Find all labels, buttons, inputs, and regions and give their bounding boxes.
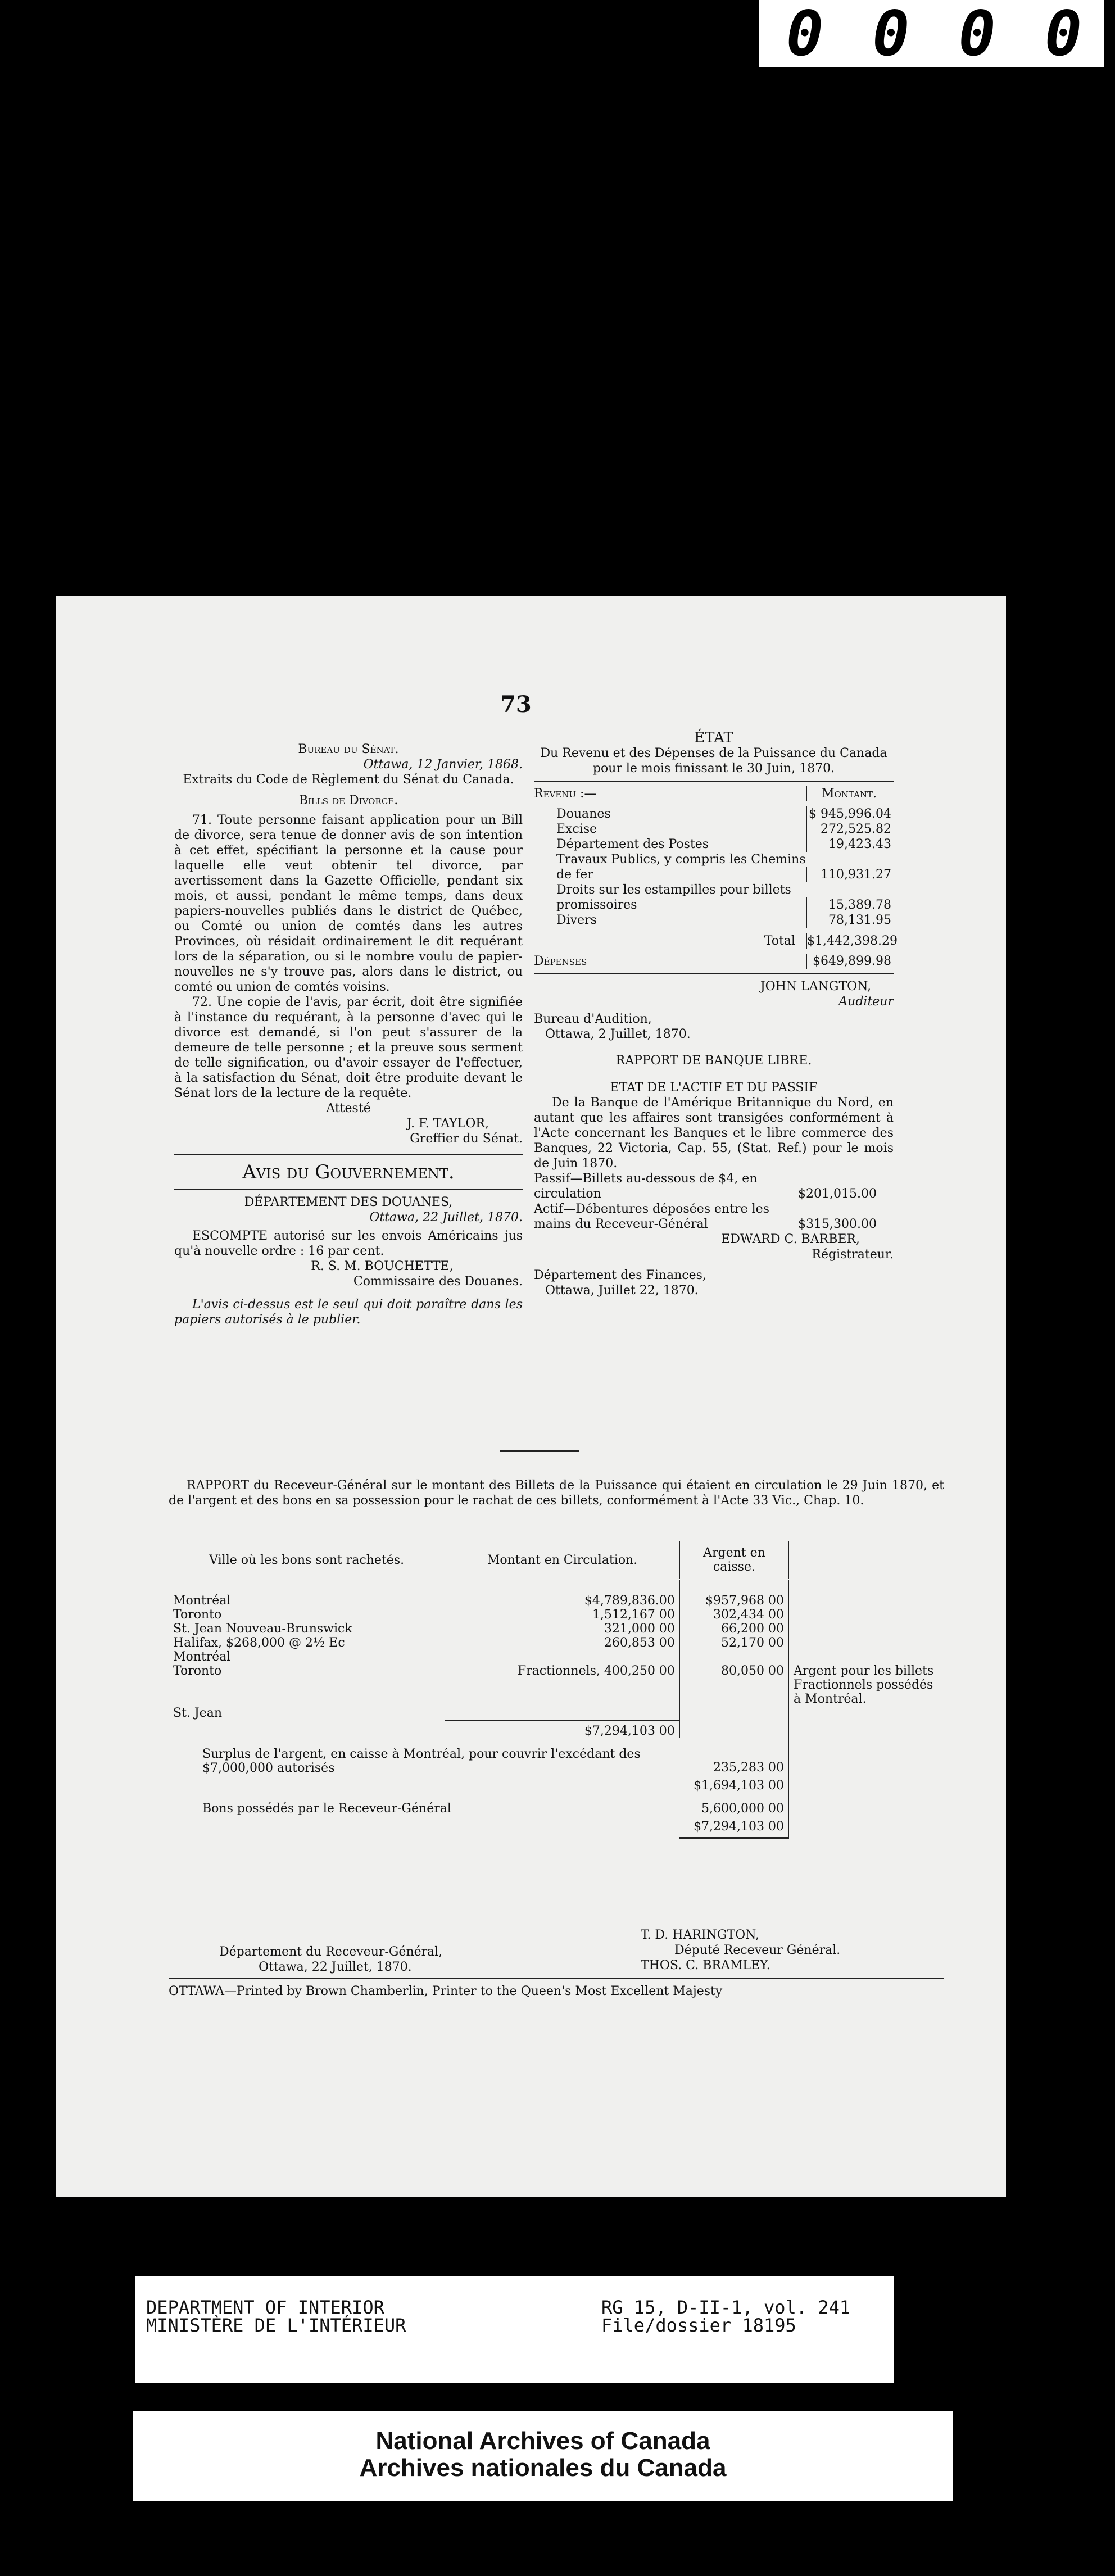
city: Montréal <box>169 1650 445 1664</box>
harington-title: Député Receveur Général. <box>674 1943 841 1957</box>
table-row <box>169 1793 944 1816</box>
city: Toronto <box>169 1608 445 1622</box>
dateline: Ottawa, 12 Janvier, 1868. <box>363 758 523 772</box>
page-number: 73 <box>500 691 532 718</box>
table-row <box>169 1594 944 1608</box>
table-row <box>169 1720 944 1738</box>
printer-line: OTTAWA—Printed by Brown Chamberlin, Printer to the Queen's Most Excellent Majesty <box>169 1984 723 1998</box>
table-row <box>169 1816 944 1838</box>
revenue-row <box>534 913 894 928</box>
revenue-item-label: Département des Postes <box>556 837 709 851</box>
note <box>789 1608 945 1622</box>
total-value: $1,442,398.29 <box>807 934 898 948</box>
depenses-label: Dépenses <box>534 954 587 968</box>
divider <box>174 1189 523 1190</box>
dept-en: DEPARTMENT OF INTERIOR <box>146 2297 384 2318</box>
revenue-item-label: Droits sur les estampilles pour billets promissoires <box>556 883 791 912</box>
note <box>789 1622 945 1636</box>
etat-actif-heading: ETAT DE L'ACTIF ET DU PASSIF <box>610 1081 818 1095</box>
depenses-value: $649,899.98 <box>806 954 894 969</box>
avis-title: Avis du Gouvernement. <box>242 1161 455 1183</box>
city: Halifax, $268,000 @ 2½ Ec <box>169 1636 445 1650</box>
attest: Attesté <box>326 1101 371 1115</box>
circulation <box>445 1650 680 1664</box>
col-cash: Argent en caisse. <box>679 1541 788 1580</box>
city: St. Jean Nouveau-Brunswick <box>169 1622 445 1636</box>
divider <box>534 781 894 782</box>
surplus-value: 235,283 00 <box>679 1738 788 1775</box>
table-row <box>169 1706 944 1720</box>
total-circulation: $7,294,103 00 <box>445 1720 680 1738</box>
city: St. Jean <box>169 1706 445 1720</box>
authorization-note: L'avis ci-dessus est le seul qui doit paraître dans les papiers autorisés à le publier. <box>174 1298 523 1327</box>
revenue-item-value: $ 945,996.04 <box>806 806 894 822</box>
dept-receveur-name: Département du Receveur-Général, <box>219 1945 443 1959</box>
frame-digit: 0 <box>1030 4 1097 63</box>
barber-title: Régistrateur. <box>812 1248 894 1262</box>
subtotal: $1,694,103 00 <box>679 1775 788 1793</box>
passif-value: $201,015.00 <box>798 1187 877 1201</box>
note: Argent pour les billets Fractionnels possédés à Montréal. <box>794 1664 934 1706</box>
etat-heading: ÉTAT <box>694 729 733 746</box>
passif-label: Passif—Billets au-dessous de $4, en circulation <box>534 1172 758 1201</box>
note <box>789 1594 945 1608</box>
revenue-header <box>534 786 894 801</box>
left-column <box>174 742 523 1327</box>
total-row <box>534 933 898 949</box>
report-intro <box>169 1478 944 1508</box>
document-page <box>56 596 1006 2197</box>
bills-heading: Bills de Divorce. <box>298 793 398 808</box>
report-table <box>169 1540 944 1839</box>
revenue-item-label: Excise <box>556 822 597 836</box>
bons-value: 5,600,000 00 <box>679 1793 788 1816</box>
col-city: Ville où les bons sont rachetés. <box>169 1541 445 1580</box>
langton-title: Auditeur <box>838 995 894 1009</box>
table-row <box>169 1650 944 1664</box>
frame-digit: 0 <box>944 4 1011 63</box>
cash: 80,050 00 <box>679 1664 788 1706</box>
circulation: 1,512,167 00 <box>445 1608 680 1622</box>
revenue-item-value: 110,931.27 <box>806 867 894 882</box>
revenue-item-value: 78,131.95 <box>806 913 894 928</box>
table-row <box>169 1636 944 1650</box>
dept-finances-date: Ottawa, Juillet 22, 1870. <box>545 1284 699 1298</box>
dept-fr: MINISTÈRE DE L'INTÉRIEUR <box>146 2315 406 2336</box>
dept-douanes: DÉPARTEMENT DES DOUANES, <box>244 1195 453 1209</box>
paragraph-71: 71. Toute personne faisant application pour un Bill de divorce, sera tenue de donner avis de son intention à cet effet, spécifiant la personne et la cause pour laquelle elle veut obtenir tel divorce, par avertissement dans la Gazette Officielle, pendant six mois, et aussi, pendant le même temps, dans deux papiers-nouvelles publiés dans le district de Québec, ou Comté ou union de comtés dans les autres Provinces, où résidait ordinairement le dit requérant lors de la séparation, ou si le nombre voulu de papier-nouvelles ne s'y trouve pas, alors dans le district, ou comté ou union de comtés voisins. <box>174 813 523 994</box>
circulation <box>445 1706 680 1720</box>
rapport-title: RAPPORT DE BANQUE LIBRE. <box>615 1054 812 1068</box>
table-header <box>169 1541 944 1580</box>
actif-label: Actif—Débentures déposées entre les mains du Receveur-Général <box>534 1202 769 1231</box>
dept-receveur <box>219 1928 500 1975</box>
amount-header: Montant. <box>806 786 894 801</box>
record-group: RG 15, D-II-1, vol. 241 <box>601 2297 851 2318</box>
signatures <box>641 1928 922 1973</box>
col-note <box>789 1541 945 1580</box>
signer: J. F. TAYLOR, <box>406 1117 489 1131</box>
signer-title: Greffier du Sénat. <box>410 1132 523 1146</box>
note <box>789 1636 945 1650</box>
banque-text: De la Banque de l'Amérique Britannique du Nord, en autant que les affaires sont transigées conformément à l'Acte concernant les Banques et le libre commerce des Banques, 22 Victoria, Cap. 55, (Stat. Ref.) pour le mois de Juin 1870. <box>534 1096 894 1171</box>
table-row <box>169 1622 944 1636</box>
revenue-row <box>534 852 894 882</box>
paragraph-72: 72. Une copie de l'avis, par écrit, doit être signifiée à l'instance du requérant, à la personne d'avec qui le divorce est demandé, si l'on peut s'assurer de la demeure de telle personne ; et la preuve sous serment de telle signification, ou d'avoir essayer de l'effectuer, à la satisfaction du Sénat, doit être produite devant le Sénat lors de la lecture de la requête. <box>174 995 523 1100</box>
bouchette: R. S. M. BOUCHETTE, <box>311 1259 454 1273</box>
divider <box>169 1978 944 1979</box>
bureau-date: Ottawa, 2 Juillet, 1870. <box>545 1027 691 1041</box>
escompte-text: ESCOMPTE autorisé sur les envois Américains jus qu'à nouvelle ordre : 16 par cent. <box>174 1229 523 1258</box>
depenses-row <box>534 954 894 969</box>
bons-label: Bons possédés par le Receveur-Général <box>202 1802 451 1816</box>
archive-name-fr: Archives nationales du Canada <box>359 2454 727 2482</box>
frame-digit: 0 <box>771 4 838 63</box>
archive-name-en: National Archives of Canada <box>375 2427 710 2455</box>
table-row <box>169 1664 944 1706</box>
revenue-label: Revenu :— <box>534 787 597 801</box>
revenue-item-value: 19,423.43 <box>806 837 894 852</box>
bureau-audition: Bureau d'Audition, <box>534 1012 652 1026</box>
circulation: Fractionnels, 400,250 00 <box>445 1664 680 1706</box>
archive-label <box>135 2276 894 2383</box>
revenue-row <box>534 806 894 822</box>
langton: JOHN LANGTON, <box>760 979 871 994</box>
harington: T. D. HARINGTON, <box>641 1928 759 1942</box>
dept-date: Ottawa, 22 Juillet, 1870. <box>369 1210 523 1224</box>
actif-value: $315,300.00 <box>798 1217 877 1231</box>
revenue-item-value: 15,389.78 <box>806 897 894 913</box>
bureau-heading: Bureau du Sénat. <box>298 742 399 756</box>
frame-digit: 0 <box>857 4 924 63</box>
etat-subtitle: Du Revenu et des Dépenses de la Puissance du Canada pour le mois finissant le 30 Juin, 1870. <box>540 746 887 775</box>
cash <box>679 1706 788 1720</box>
city: Toronto <box>169 1664 445 1706</box>
revenue-row <box>534 882 894 913</box>
cash: 302,434 00 <box>679 1608 788 1622</box>
cash <box>679 1650 788 1664</box>
surplus-label: Surplus de l'argent, en caisse à Montréal, pour couvrir l'excédant des $7,000,000 autorisés <box>202 1747 641 1775</box>
divider <box>534 973 894 974</box>
col-circulation: Montant en Circulation. <box>445 1541 680 1580</box>
cash: 66,200 00 <box>679 1622 788 1636</box>
extract-heading: Extraits du Code de Règlement du Sénat du Canada. <box>183 773 514 787</box>
circulation: $4,789,836.00 <box>445 1594 680 1608</box>
archive-name-banner <box>133 2411 953 2501</box>
dept-finances: Département des Finances, <box>534 1268 706 1282</box>
dept-receveur-date: Ottawa, 22 Juillet, 1870. <box>259 1960 412 1974</box>
cash: $957,968 00 <box>679 1594 788 1608</box>
circulation: 260,853 00 <box>445 1636 680 1650</box>
actif-row <box>534 1201 894 1232</box>
note <box>789 1706 945 1720</box>
revenue-row <box>534 837 894 852</box>
divider <box>174 1154 523 1155</box>
bramley: THOS. C. BRAMLEY. <box>641 1958 770 1972</box>
barber: EDWARD C. BARBER, <box>721 1232 860 1246</box>
circulation: 321,000 00 <box>445 1622 680 1636</box>
grand-total: $7,294,103 00 <box>679 1816 788 1838</box>
section-divider <box>500 1450 579 1452</box>
revenue-item-label: Divers <box>556 913 597 927</box>
revenue-item-label: Douanes <box>556 807 611 821</box>
file-number: File/dossier 18195 <box>601 2315 796 2336</box>
bouchette-title: Commissaire des Douanes. <box>353 1275 523 1289</box>
frame-number <box>771 0 1097 70</box>
report-intro-text: RAPPORT du Receveur-Général sur le montant des Billets de la Puissance qui étaient en circulation le 29 Juin 1870, et de l'argent et des bons en sa possession pour le rachat de ces billets, conformément à l'Acte 33 Vic., Chap. 10. <box>169 1479 944 1508</box>
table-row <box>169 1775 944 1793</box>
city: Montréal <box>169 1594 445 1608</box>
cash: 52,170 00 <box>679 1636 788 1650</box>
revenue-item-value: 272,525.82 <box>806 822 894 837</box>
passif-row <box>534 1171 894 1201</box>
table-row <box>169 1738 944 1775</box>
table-row <box>169 1608 944 1622</box>
note <box>789 1650 945 1664</box>
total-label: Total <box>764 934 795 948</box>
revenue-item-label: Travaux Publics, y compris les Chemins de fer <box>556 852 806 882</box>
right-column <box>534 729 898 1298</box>
revenue-row <box>534 822 894 837</box>
